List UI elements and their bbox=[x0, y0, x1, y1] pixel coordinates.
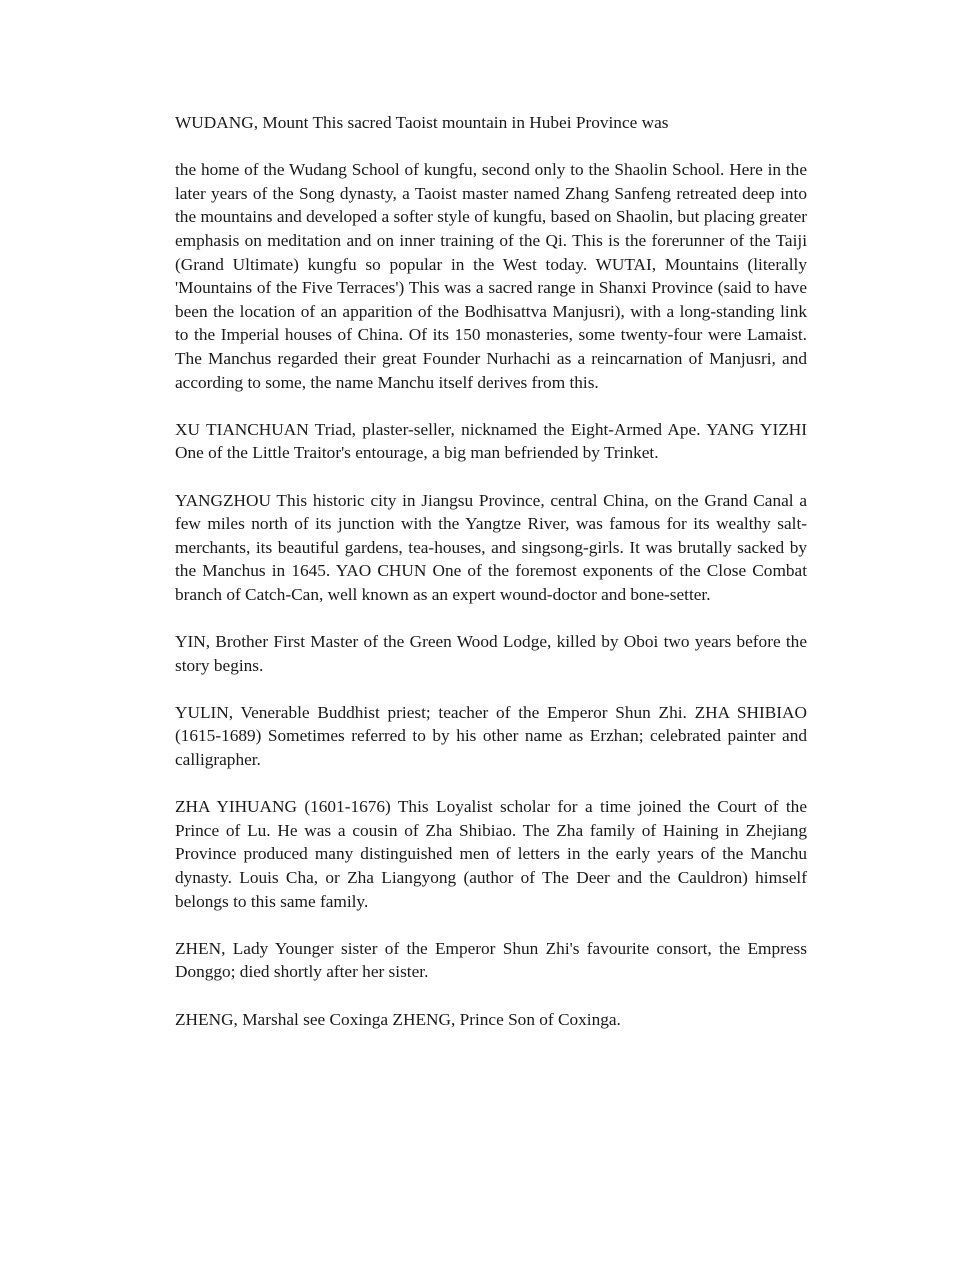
entry-yin: YIN, Brother First Master of the Green Wood Lodge, killed by Oboi two years before the story begins. bbox=[175, 632, 807, 675]
entry-wudang-wutai: the home of the Wudang School of kungfu, second only to the Shaolin School. Here in the later years of the Song dynasty, a Taoist master named Zhang Sanfeng retreated deep into the mountains and developed a softer style of kungfu, based on Shaolin, but placing greater emphasis on meditation and on inner training of the Qi. This is the forerunner of the Taiji (Grand Ultimate) kungfu so popular in the West today. WUTAI, Mountains (literally 'Mountains of the Five Terraces') This was a sacred range in Shanxi Province (said to have been the location of an apparition of the Bodhisattva Manjusri), with a long-standing link to the Imperial houses of China. Of its 150 monasteries, some twenty-four were Lamaist. The Manchus regarded their great Founder Nurhachi as a reincarnation of Manjusri, and according to some, the name Manchu itself derives from this. bbox=[175, 160, 807, 392]
entry-wudang-heading: WUDANG, Mount This sacred Taoist mountain in Hubei Province was bbox=[175, 113, 669, 132]
entry-zhen: ZHEN, Lady Younger sister of the Emperor Shun Zhi's favourite consort, the Empress Donggo; died shortly after her sister. bbox=[175, 938, 807, 982]
entry-yulin-zha-shibiao: YULIN, Venerable Buddhist priest; teacher of the Emperor Shun Zhi. ZHA SHIBIAO (1615-1689) Sometimes referred to by his other name as Erzhan; celebrated painter and calligrapher. bbox=[175, 702, 807, 770]
entry-zheng: ZHENG, Marshal see Coxinga ZHENG, Prince Son of Coxinga. bbox=[175, 1009, 621, 1029]
document-page bbox=[175, 111, 807, 1055]
entry-xu-tianchuan-yang-yizhi: XU TIANCHUAN Triad, plaster-seller, nicknamed the Eight-Armed Ape. YANG YIZHI One of the Little Traitor's entourage, a big man befriended by Trinket. bbox=[175, 419, 807, 463]
entry-yangzhou-yao-chun: YANGZHOU This historic city in Jiangsu Province, central China, on the Grand Canal a few miles north of its junction with the Yangtze River, was famous for its wealthy salt-merchants, its beautiful gardens, tea-houses, and singsong-girls. It was brutally sacked by the Manchus in 1645. YAO CHUN One of the foremost exponents of the Close Combat branch of Catch-Can, well known as an expert wound-doctor and bone-setter. bbox=[175, 490, 807, 604]
entry-zha-yihuang: ZHA YIHUANG (1601-1676) This Loyalist scholar for a time joined the Court of the Prince of Lu. He was a cousin of Zha Shibiao. The Zha family of Haining in Zhejiang Province produced many distinguished men of letters in the early years of the Manchu dynasty. Louis Cha, or Zha Liangyong (author of The Deer and the Cauldron) himself belongs to this same family. bbox=[175, 797, 807, 911]
